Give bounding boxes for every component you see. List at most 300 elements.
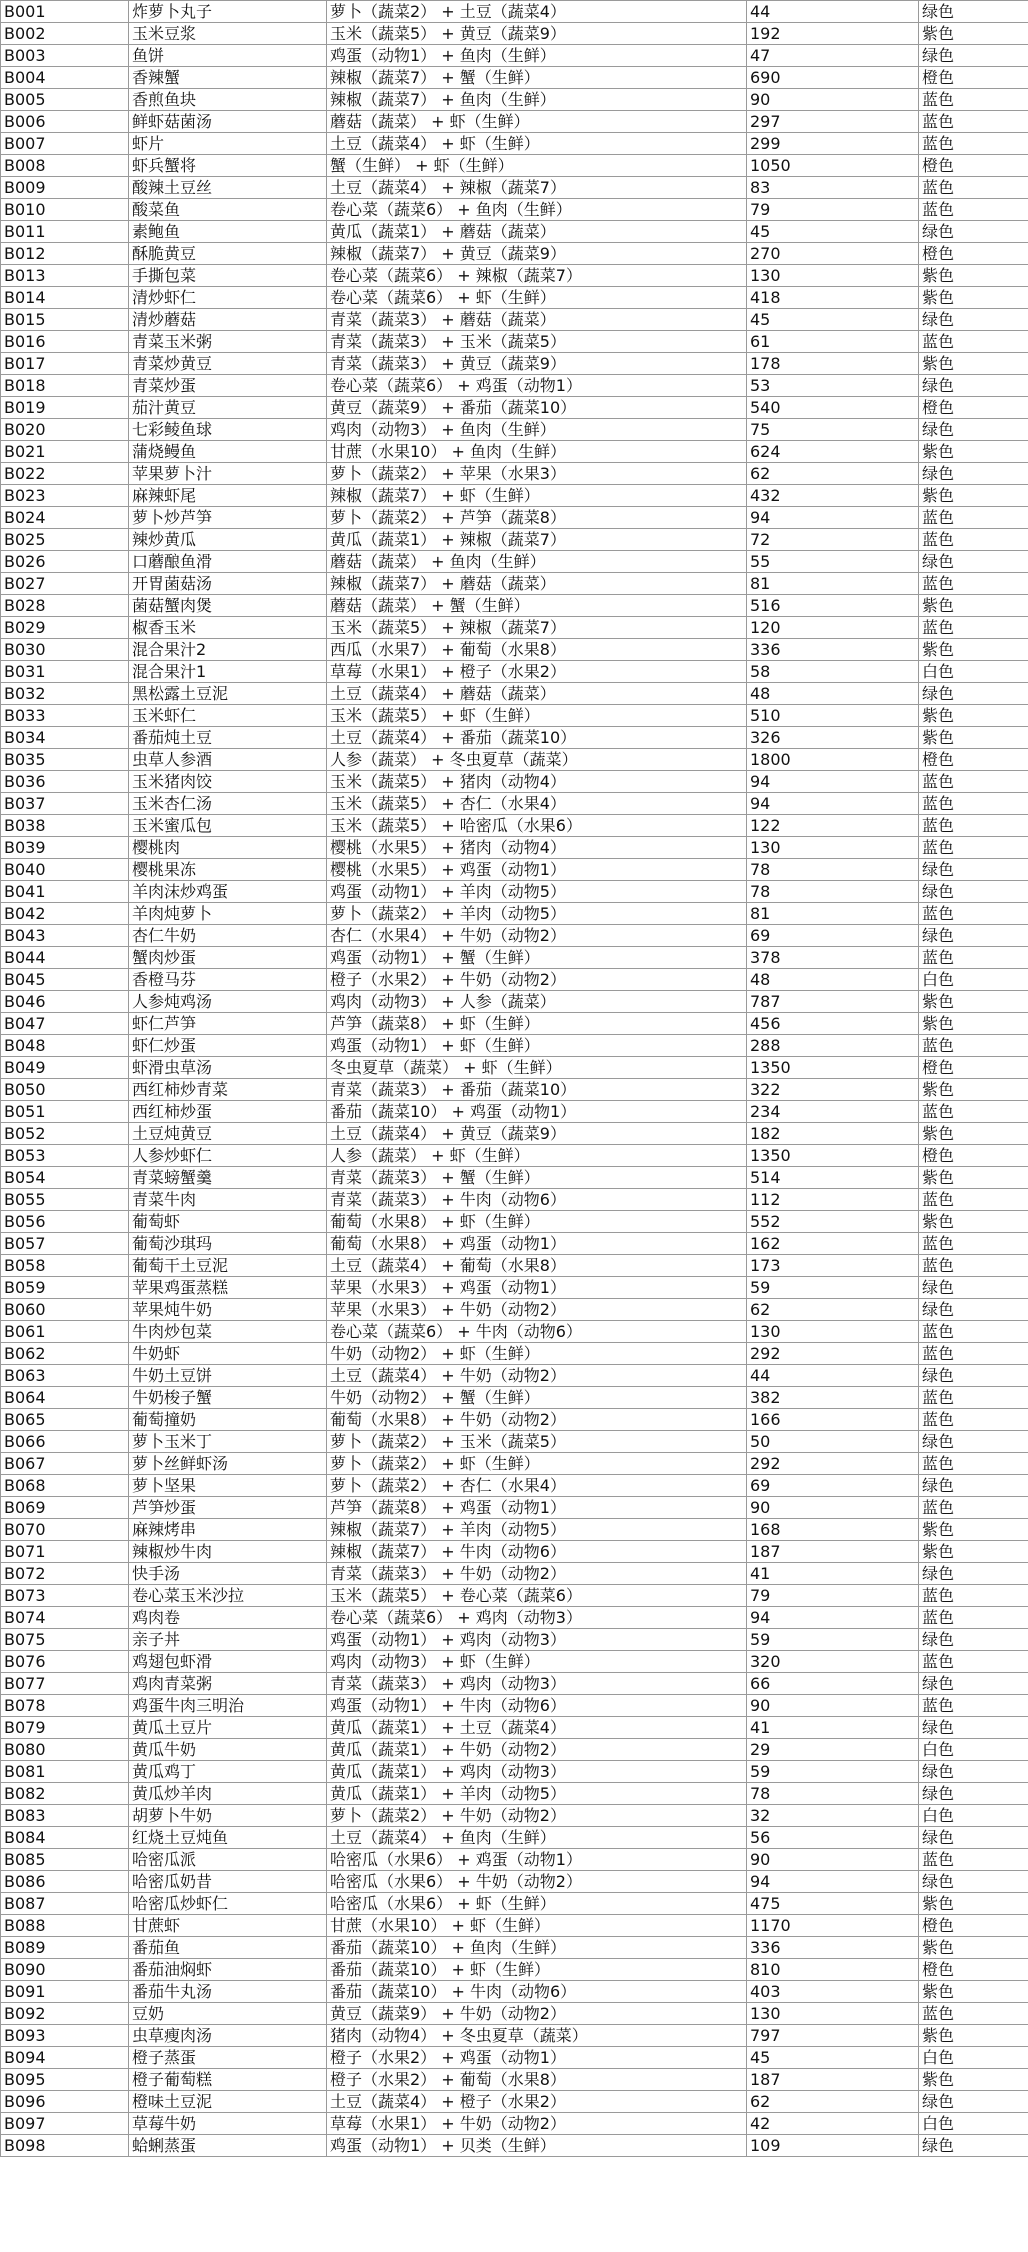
color-cell[interactable]: 紫色 [919,1013,1028,1035]
recipe-name-cell[interactable]: 牛肉炒包菜 [129,1321,327,1343]
ingredients-cell[interactable]: 甘蔗（水果10） + 虾（生鲜） [327,1915,747,1937]
price-cell[interactable]: 122 [747,815,919,837]
ingredients-cell[interactable]: 辣椒（蔬菜7） + 蘑菇（蔬菜） [327,573,747,595]
recipe-name-cell[interactable]: 混合果汁2 [129,639,327,661]
recipe-name-cell[interactable]: 鲜虾菇菌汤 [129,111,327,133]
recipe-id-cell[interactable]: B022 [1,463,129,485]
recipe-name-cell[interactable]: 芦笋炒蛋 [129,1497,327,1519]
recipe-name-cell[interactable]: 樱桃果冻 [129,859,327,881]
color-cell[interactable]: 绿色 [919,1475,1028,1497]
recipe-name-cell[interactable]: 卷心菜玉米沙拉 [129,1585,327,1607]
recipe-name-cell[interactable]: 青菜螃蟹羹 [129,1167,327,1189]
color-cell[interactable]: 紫色 [919,23,1028,45]
recipe-id-cell[interactable]: B003 [1,45,129,67]
recipe-name-cell[interactable]: 开胃菌菇汤 [129,573,327,595]
recipe-name-cell[interactable]: 香煎鱼块 [129,89,327,111]
price-cell[interactable]: 130 [747,265,919,287]
color-cell[interactable]: 蓝色 [919,771,1028,793]
ingredients-cell[interactable]: 蘑菇（蔬菜） + 虾（生鲜） [327,111,747,133]
ingredients-cell[interactable]: 玉米（蔬菜5） + 猪肉（动物4） [327,771,747,793]
color-cell[interactable]: 蓝色 [919,529,1028,551]
color-cell[interactable]: 蓝色 [919,331,1028,353]
price-cell[interactable]: 48 [747,683,919,705]
price-cell[interactable]: 90 [747,1695,919,1717]
recipe-id-cell[interactable]: B025 [1,529,129,551]
color-cell[interactable]: 蓝色 [919,199,1028,221]
recipe-name-cell[interactable]: 黄瓜鸡丁 [129,1761,327,1783]
recipe-id-cell[interactable]: B049 [1,1057,129,1079]
recipe-id-cell[interactable]: B026 [1,551,129,573]
price-cell[interactable]: 59 [747,1277,919,1299]
color-cell[interactable]: 蓝色 [919,815,1028,837]
recipe-name-cell[interactable]: 番茄牛丸汤 [129,1981,327,2003]
recipe-id-cell[interactable]: B006 [1,111,129,133]
price-cell[interactable]: 45 [747,309,919,331]
recipe-id-cell[interactable]: B034 [1,727,129,749]
recipe-id-cell[interactable]: B017 [1,353,129,375]
ingredients-cell[interactable]: 牛奶（动物2） + 蟹（生鲜） [327,1387,747,1409]
price-cell[interactable]: 403 [747,1981,919,2003]
color-cell[interactable]: 绿色 [919,1299,1028,1321]
recipe-name-cell[interactable]: 虾滑虫草汤 [129,1057,327,1079]
color-cell[interactable]: 蓝色 [919,1035,1028,1057]
recipe-name-cell[interactable]: 玉米蜜瓜包 [129,815,327,837]
ingredients-cell[interactable]: 哈密瓜（水果6） + 牛奶（动物2） [327,1871,747,1893]
recipe-name-cell[interactable]: 番茄鱼 [129,1937,327,1959]
recipe-name-cell[interactable]: 混合果汁1 [129,661,327,683]
price-cell[interactable]: 78 [747,859,919,881]
recipe-name-cell[interactable]: 萝卜坚果 [129,1475,327,1497]
recipe-id-cell[interactable]: B057 [1,1233,129,1255]
price-cell[interactable]: 624 [747,441,919,463]
price-cell[interactable]: 69 [747,1475,919,1497]
price-cell[interactable]: 810 [747,1959,919,1981]
price-cell[interactable]: 336 [747,639,919,661]
ingredients-cell[interactable]: 蘑菇（蔬菜） + 鱼肉（生鲜） [327,551,747,573]
recipe-id-cell[interactable]: B014 [1,287,129,309]
ingredients-cell[interactable]: 青菜（蔬菜3） + 蟹（生鲜） [327,1167,747,1189]
price-cell[interactable]: 173 [747,1255,919,1277]
color-cell[interactable]: 绿色 [919,375,1028,397]
color-cell[interactable]: 橙色 [919,67,1028,89]
recipe-id-cell[interactable]: B018 [1,375,129,397]
recipe-id-cell[interactable]: B056 [1,1211,129,1233]
price-cell[interactable]: 94 [747,771,919,793]
recipe-id-cell[interactable]: B086 [1,1871,129,1893]
price-cell[interactable]: 292 [747,1343,919,1365]
recipe-id-cell[interactable]: B011 [1,221,129,243]
price-cell[interactable]: 56 [747,1827,919,1849]
ingredients-cell[interactable]: 哈密瓜（水果6） + 鸡蛋（动物1） [327,1849,747,1871]
recipe-id-cell[interactable]: B062 [1,1343,129,1365]
price-cell[interactable]: 32 [747,1805,919,1827]
price-cell[interactable]: 44 [747,1365,919,1387]
ingredients-cell[interactable]: 番茄（蔬菜10） + 鱼肉（生鲜） [327,1937,747,1959]
price-cell[interactable]: 62 [747,1299,919,1321]
recipe-name-cell[interactable]: 香橙马芬 [129,969,327,991]
price-cell[interactable]: 94 [747,793,919,815]
recipe-id-cell[interactable]: B058 [1,1255,129,1277]
color-cell[interactable]: 蓝色 [919,1695,1028,1717]
recipe-name-cell[interactable]: 土豆炖黄豆 [129,1123,327,1145]
recipe-id-cell[interactable]: B092 [1,2003,129,2025]
recipe-name-cell[interactable]: 橙子葡萄糕 [129,2069,327,2091]
recipe-name-cell[interactable]: 萝卜炒芦笋 [129,507,327,529]
recipe-id-cell[interactable]: B033 [1,705,129,727]
color-cell[interactable]: 蓝色 [919,507,1028,529]
color-cell[interactable]: 蓝色 [919,1409,1028,1431]
price-cell[interactable]: 90 [747,89,919,111]
recipe-name-cell[interactable]: 杏仁牛奶 [129,925,327,947]
recipe-name-cell[interactable]: 牛奶梭子蟹 [129,1387,327,1409]
color-cell[interactable]: 紫色 [919,1893,1028,1915]
ingredients-cell[interactable]: 葡萄（水果8） + 鸡蛋（动物1） [327,1233,747,1255]
recipe-id-cell[interactable]: B066 [1,1431,129,1453]
recipe-name-cell[interactable]: 胡萝卜牛奶 [129,1805,327,1827]
ingredients-cell[interactable]: 黄豆（蔬菜9） + 番茄（蔬菜10） [327,397,747,419]
price-cell[interactable]: 382 [747,1387,919,1409]
color-cell[interactable]: 绿色 [919,1827,1028,1849]
ingredients-cell[interactable]: 卷心菜（蔬菜6） + 鱼肉（生鲜） [327,199,747,221]
color-cell[interactable]: 绿色 [919,683,1028,705]
ingredients-cell[interactable]: 西瓜（水果7） + 葡萄（水果8） [327,639,747,661]
recipe-id-cell[interactable]: B069 [1,1497,129,1519]
color-cell[interactable]: 蓝色 [919,1651,1028,1673]
recipe-id-cell[interactable]: B095 [1,2069,129,2091]
recipe-name-cell[interactable]: 青菜炒蛋 [129,375,327,397]
ingredients-cell[interactable]: 玉米（蔬菜5） + 卷心菜（蔬菜6） [327,1585,747,1607]
color-cell[interactable]: 蓝色 [919,947,1028,969]
price-cell[interactable]: 81 [747,573,919,595]
price-cell[interactable]: 61 [747,331,919,353]
recipe-name-cell[interactable]: 羊肉炖萝卜 [129,903,327,925]
price-cell[interactable]: 178 [747,353,919,375]
color-cell[interactable]: 蓝色 [919,1585,1028,1607]
recipe-id-cell[interactable]: B076 [1,1651,129,1673]
color-cell[interactable]: 绿色 [919,1277,1028,1299]
recipe-id-cell[interactable]: B005 [1,89,129,111]
ingredients-cell[interactable]: 萝卜（蔬菜2） + 芦笋（蔬菜8） [327,507,747,529]
recipe-name-cell[interactable]: 橙味土豆泥 [129,2091,327,2113]
color-cell[interactable]: 蓝色 [919,1189,1028,1211]
recipe-id-cell[interactable]: B085 [1,1849,129,1871]
color-cell[interactable]: 橙色 [919,1057,1028,1079]
ingredients-cell[interactable]: 牛奶（动物2） + 虾（生鲜） [327,1343,747,1365]
price-cell[interactable]: 166 [747,1409,919,1431]
color-cell[interactable]: 绿色 [919,859,1028,881]
price-cell[interactable]: 45 [747,2047,919,2069]
ingredients-cell[interactable]: 玉米（蔬菜5） + 黄豆（蔬菜9） [327,23,747,45]
price-cell[interactable]: 90 [747,1497,919,1519]
recipe-name-cell[interactable]: 萝卜丝鲜虾汤 [129,1453,327,1475]
ingredients-cell[interactable]: 猪肉（动物4） + 冬虫夏草（蔬菜） [327,2025,747,2047]
recipe-id-cell[interactable]: B048 [1,1035,129,1057]
recipe-id-cell[interactable]: B084 [1,1827,129,1849]
color-cell[interactable]: 绿色 [919,1783,1028,1805]
recipe-id-cell[interactable]: B064 [1,1387,129,1409]
recipe-name-cell[interactable]: 青菜炒黄豆 [129,353,327,375]
recipe-name-cell[interactable]: 椒香玉米 [129,617,327,639]
recipe-name-cell[interactable]: 黄瓜牛奶 [129,1739,327,1761]
recipe-name-cell[interactable]: 虫草瘦肉汤 [129,2025,327,2047]
price-cell[interactable]: 120 [747,617,919,639]
recipe-name-cell[interactable]: 辣椒炒牛肉 [129,1541,327,1563]
recipe-name-cell[interactable]: 虾兵蟹将 [129,155,327,177]
price-cell[interactable]: 1050 [747,155,919,177]
price-cell[interactable]: 1350 [747,1057,919,1079]
recipe-name-cell[interactable]: 番茄油焖虾 [129,1959,327,1981]
price-cell[interactable]: 187 [747,2069,919,2091]
ingredients-cell[interactable]: 青菜（蔬菜3） + 牛奶（动物2） [327,1563,747,1585]
recipe-id-cell[interactable]: B027 [1,573,129,595]
recipe-name-cell[interactable]: 鸡翅包虾滑 [129,1651,327,1673]
recipe-name-cell[interactable]: 虾仁芦笋 [129,1013,327,1035]
color-cell[interactable]: 紫色 [919,287,1028,309]
recipe-name-cell[interactable]: 口蘑酿鱼滑 [129,551,327,573]
ingredients-cell[interactable]: 鸡肉（动物3） + 虾（生鲜） [327,1651,747,1673]
color-cell[interactable]: 绿色 [919,1717,1028,1739]
recipe-id-cell[interactable]: B073 [1,1585,129,1607]
recipe-name-cell[interactable]: 蒲烧鳗鱼 [129,441,327,463]
recipe-name-cell[interactable]: 葡萄干土豆泥 [129,1255,327,1277]
recipe-name-cell[interactable]: 萝卜玉米丁 [129,1431,327,1453]
price-cell[interactable]: 690 [747,67,919,89]
color-cell[interactable]: 绿色 [919,881,1028,903]
ingredients-cell[interactable]: 土豆（蔬菜4） + 番茄（蔬菜10） [327,727,747,749]
ingredients-cell[interactable]: 蘑菇（蔬菜） + 蟹（生鲜） [327,595,747,617]
recipe-name-cell[interactable]: 七彩鲮鱼球 [129,419,327,441]
price-cell[interactable]: 510 [747,705,919,727]
price-cell[interactable]: 94 [747,507,919,529]
recipe-name-cell[interactable]: 酸辣土豆丝 [129,177,327,199]
ingredients-cell[interactable]: 萝卜（蔬菜2） + 牛奶（动物2） [327,1805,747,1827]
recipe-name-cell[interactable]: 人参炖鸡汤 [129,991,327,1013]
color-cell[interactable]: 橙色 [919,155,1028,177]
recipe-id-cell[interactable]: B072 [1,1563,129,1585]
color-cell[interactable]: 蓝色 [919,1343,1028,1365]
recipe-name-cell[interactable]: 人参炒虾仁 [129,1145,327,1167]
ingredients-cell[interactable]: 玉米（蔬菜5） + 辣椒（蔬菜7） [327,617,747,639]
ingredients-cell[interactable]: 青菜（蔬菜3） + 黄豆（蔬菜9） [327,353,747,375]
ingredients-cell[interactable]: 蟹（生鲜） + 虾（生鲜） [327,155,747,177]
recipe-name-cell[interactable]: 哈密瓜奶昔 [129,1871,327,1893]
price-cell[interactable]: 297 [747,111,919,133]
price-cell[interactable]: 59 [747,1761,919,1783]
recipe-id-cell[interactable]: B079 [1,1717,129,1739]
price-cell[interactable]: 162 [747,1233,919,1255]
recipe-name-cell[interactable]: 菌菇蟹肉煲 [129,595,327,617]
ingredients-cell[interactable]: 黄瓜（蔬菜1） + 羊肉（动物5） [327,1783,747,1805]
recipe-id-cell[interactable]: B038 [1,815,129,837]
recipe-id-cell[interactable]: B074 [1,1607,129,1629]
recipe-name-cell[interactable]: 葡萄虾 [129,1211,327,1233]
color-cell[interactable]: 蓝色 [919,133,1028,155]
color-cell[interactable]: 白色 [919,661,1028,683]
color-cell[interactable]: 橙色 [919,1959,1028,1981]
price-cell[interactable]: 234 [747,1101,919,1123]
recipe-name-cell[interactable]: 亲子丼 [129,1629,327,1651]
ingredients-cell[interactable]: 青菜（蔬菜3） + 玉米（蔬菜5） [327,331,747,353]
recipe-name-cell[interactable]: 红烧土豆炖鱼 [129,1827,327,1849]
recipe-id-cell[interactable]: B055 [1,1189,129,1211]
recipe-name-cell[interactable]: 麻辣虾尾 [129,485,327,507]
color-cell[interactable]: 绿色 [919,1629,1028,1651]
price-cell[interactable]: 62 [747,2091,919,2113]
ingredients-cell[interactable]: 鸡蛋（动物1） + 羊肉（动物5） [327,881,747,903]
recipe-id-cell[interactable]: B091 [1,1981,129,2003]
price-cell[interactable]: 79 [747,1585,919,1607]
color-cell[interactable]: 绿色 [919,1563,1028,1585]
ingredients-cell[interactable]: 黄瓜（蔬菜1） + 辣椒（蔬菜7） [327,529,747,551]
color-cell[interactable]: 橙色 [919,749,1028,771]
price-cell[interactable]: 78 [747,881,919,903]
ingredients-cell[interactable]: 土豆（蔬菜4） + 葡萄（水果8） [327,1255,747,1277]
color-cell[interactable]: 绿色 [919,309,1028,331]
recipe-id-cell[interactable]: B021 [1,441,129,463]
recipe-name-cell[interactable]: 青菜玉米粥 [129,331,327,353]
color-cell[interactable]: 蓝色 [919,177,1028,199]
recipe-id-cell[interactable]: B010 [1,199,129,221]
ingredients-cell[interactable]: 土豆（蔬菜4） + 鱼肉（生鲜） [327,1827,747,1849]
recipe-name-cell[interactable]: 青菜牛肉 [129,1189,327,1211]
recipe-id-cell[interactable]: B045 [1,969,129,991]
recipe-id-cell[interactable]: B075 [1,1629,129,1651]
color-cell[interactable]: 蓝色 [919,573,1028,595]
recipe-id-cell[interactable]: B041 [1,881,129,903]
recipe-id-cell[interactable]: B042 [1,903,129,925]
ingredients-cell[interactable]: 卷心菜（蔬菜6） + 鸡蛋（动物1） [327,375,747,397]
color-cell[interactable]: 橙色 [919,1915,1028,1937]
recipe-id-cell[interactable]: B052 [1,1123,129,1145]
price-cell[interactable]: 42 [747,2113,919,2135]
ingredients-cell[interactable]: 樱桃（水果5） + 鸡蛋（动物1） [327,859,747,881]
color-cell[interactable]: 橙色 [919,243,1028,265]
ingredients-cell[interactable]: 鸡蛋（动物1） + 虾（生鲜） [327,1035,747,1057]
color-cell[interactable]: 绿色 [919,1673,1028,1695]
ingredients-cell[interactable]: 玉米（蔬菜5） + 哈密瓜（水果6） [327,815,747,837]
color-cell[interactable]: 绿色 [919,463,1028,485]
color-cell[interactable]: 紫色 [919,639,1028,661]
ingredients-cell[interactable]: 哈密瓜（水果6） + 虾（生鲜） [327,1893,747,1915]
price-cell[interactable]: 66 [747,1673,919,1695]
recipe-id-cell[interactable]: B030 [1,639,129,661]
recipe-id-cell[interactable]: B082 [1,1783,129,1805]
ingredients-cell[interactable]: 番茄（蔬菜10） + 鸡蛋（动物1） [327,1101,747,1123]
price-cell[interactable]: 59 [747,1629,919,1651]
recipe-id-cell[interactable]: B063 [1,1365,129,1387]
ingredients-cell[interactable]: 黄瓜（蔬菜1） + 牛奶（动物2） [327,1739,747,1761]
color-cell[interactable]: 绿色 [919,1761,1028,1783]
ingredients-cell[interactable]: 土豆（蔬菜4） + 蘑菇（蔬菜） [327,683,747,705]
ingredients-cell[interactable]: 辣椒（蔬菜7） + 鱼肉（生鲜） [327,89,747,111]
price-cell[interactable]: 83 [747,177,919,199]
color-cell[interactable]: 绿色 [919,1871,1028,1893]
recipe-id-cell[interactable]: B002 [1,23,129,45]
color-cell[interactable]: 绿色 [919,925,1028,947]
ingredients-cell[interactable]: 鸡蛋（动物1） + 贝类（生鲜） [327,2135,747,2157]
ingredients-cell[interactable]: 萝卜（蔬菜2） + 虾（生鲜） [327,1453,747,1475]
recipe-id-cell[interactable]: B068 [1,1475,129,1497]
ingredients-cell[interactable]: 卷心菜（蔬菜6） + 牛肉（动物6） [327,1321,747,1343]
ingredients-cell[interactable]: 苹果（水果3） + 牛奶（动物2） [327,1299,747,1321]
price-cell[interactable]: 130 [747,1321,919,1343]
recipe-name-cell[interactable]: 素鲍鱼 [129,221,327,243]
price-cell[interactable]: 168 [747,1519,919,1541]
recipe-id-cell[interactable]: B078 [1,1695,129,1717]
price-cell[interactable]: 432 [747,485,919,507]
price-cell[interactable]: 72 [747,529,919,551]
price-cell[interactable]: 47 [747,45,919,67]
recipe-id-cell[interactable]: B096 [1,2091,129,2113]
ingredients-cell[interactable]: 番茄（蔬菜10） + 牛肉（动物6） [327,1981,747,2003]
color-cell[interactable]: 紫色 [919,2025,1028,2047]
price-cell[interactable]: 787 [747,991,919,1013]
price-cell[interactable]: 182 [747,1123,919,1145]
color-cell[interactable]: 蓝色 [919,793,1028,815]
price-cell[interactable]: 516 [747,595,919,617]
recipe-id-cell[interactable]: B016 [1,331,129,353]
ingredients-cell[interactable]: 萝卜（蔬菜2） + 苹果（水果3） [327,463,747,485]
recipe-id-cell[interactable]: B094 [1,2047,129,2069]
recipe-id-cell[interactable]: B015 [1,309,129,331]
price-cell[interactable]: 62 [747,463,919,485]
recipe-name-cell[interactable]: 牛奶虾 [129,1343,327,1365]
color-cell[interactable]: 紫色 [919,485,1028,507]
ingredients-cell[interactable]: 青菜（蔬菜3） + 鸡肉（动物3） [327,1673,747,1695]
price-cell[interactable]: 55 [747,551,919,573]
price-cell[interactable]: 456 [747,1013,919,1035]
ingredients-cell[interactable]: 卷心菜（蔬菜6） + 辣椒（蔬菜7） [327,265,747,287]
recipe-name-cell[interactable]: 苹果炖牛奶 [129,1299,327,1321]
color-cell[interactable]: 紫色 [919,353,1028,375]
recipe-id-cell[interactable]: B028 [1,595,129,617]
recipe-name-cell[interactable]: 牛奶土豆饼 [129,1365,327,1387]
price-cell[interactable]: 292 [747,1453,919,1475]
recipe-name-cell[interactable]: 豆奶 [129,2003,327,2025]
ingredients-cell[interactable]: 人参（蔬菜） + 虾（生鲜） [327,1145,747,1167]
color-cell[interactable]: 紫色 [919,441,1028,463]
price-cell[interactable]: 50 [747,1431,919,1453]
price-cell[interactable]: 797 [747,2025,919,2047]
recipe-name-cell[interactable]: 手撕包菜 [129,265,327,287]
ingredients-cell[interactable]: 青菜（蔬菜3） + 番茄（蔬菜10） [327,1079,747,1101]
price-cell[interactable]: 299 [747,133,919,155]
ingredients-cell[interactable]: 辣椒（蔬菜7） + 牛肉（动物6） [327,1541,747,1563]
ingredients-cell[interactable]: 橙子（水果2） + 鸡蛋（动物1） [327,2047,747,2069]
recipe-name-cell[interactable]: 橙子蒸蛋 [129,2047,327,2069]
color-cell[interactable]: 紫色 [919,1079,1028,1101]
ingredients-cell[interactable]: 草莓（水果1） + 牛奶（动物2） [327,2113,747,2135]
recipe-id-cell[interactable]: B043 [1,925,129,947]
price-cell[interactable]: 130 [747,837,919,859]
color-cell[interactable]: 紫色 [919,595,1028,617]
color-cell[interactable]: 绿色 [919,1365,1028,1387]
price-cell[interactable]: 29 [747,1739,919,1761]
recipe-id-cell[interactable]: B007 [1,133,129,155]
ingredients-cell[interactable]: 鸡肉（动物3） + 鱼肉（生鲜） [327,419,747,441]
recipe-id-cell[interactable]: B039 [1,837,129,859]
ingredients-cell[interactable]: 樱桃（水果5） + 猪肉（动物4） [327,837,747,859]
ingredients-cell[interactable]: 土豆（蔬菜4） + 牛奶（动物2） [327,1365,747,1387]
recipe-id-cell[interactable]: B035 [1,749,129,771]
ingredients-cell[interactable]: 甘蔗（水果10） + 鱼肉（生鲜） [327,441,747,463]
recipe-name-cell[interactable]: 酥脆黄豆 [129,243,327,265]
recipe-name-cell[interactable]: 苹果鸡蛋蒸糕 [129,1277,327,1299]
recipe-id-cell[interactable]: B019 [1,397,129,419]
recipe-name-cell[interactable]: 快手汤 [129,1563,327,1585]
price-cell[interactable]: 320 [747,1651,919,1673]
price-cell[interactable]: 418 [747,287,919,309]
